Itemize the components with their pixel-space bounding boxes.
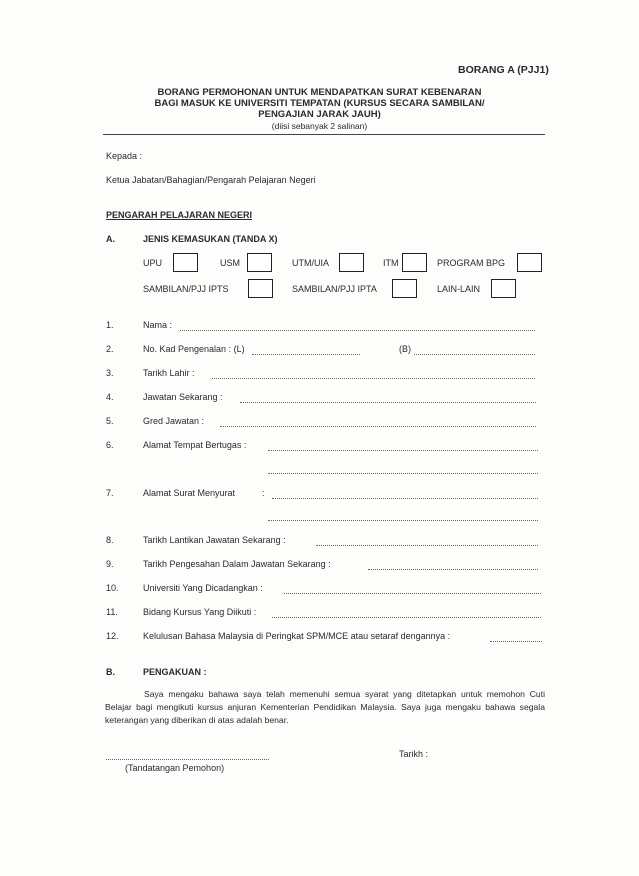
field-number: 5.: [106, 416, 114, 426]
field-number: 4.: [106, 392, 114, 402]
option-label-utm-uia: UTM/UIA: [292, 258, 329, 268]
field-input-tarikh-pengesahan[interactable]: [368, 569, 538, 570]
field-number: 8.: [106, 535, 114, 545]
field-input-tarikh-lantikan[interactable]: [316, 545, 538, 546]
field-input-gred[interactable]: [220, 426, 536, 427]
field-input-alamat-bertugas-1[interactable]: [268, 450, 538, 451]
field-input-ic-old[interactable]: [414, 354, 535, 355]
section-a-title: JENIS KEMASUKAN (TANDA X): [143, 234, 278, 244]
option-label-lain-lain: LAIN-LAIN: [437, 284, 481, 294]
field-input-kelulusan-bm[interactable]: [490, 641, 542, 642]
option-label-sambilan-ipta: SAMBILAN/PJJ IPTA: [292, 284, 377, 294]
signature-label: (Tandatangan Pemohon): [125, 763, 225, 773]
field-label-tarikh-pengesahan: Tarikh Pengesahan Dalam Jawatan Sekarang :: [143, 559, 331, 569]
field-number: 6.: [106, 440, 114, 450]
option-label-sambilan-ipts: SAMBILAN/PJJ IPTS: [143, 284, 229, 294]
checkbox-itm[interactable]: [402, 253, 427, 272]
form-title-line-3: PENGAJIAN JARAK JAUH): [258, 109, 381, 120]
field-label-tarikh-lantikan: Tarikh Lantikan Jawatan Sekarang :: [143, 535, 286, 545]
option-label-usm: USM: [220, 258, 240, 268]
field-label-gred: Gred Jawatan :: [143, 416, 205, 426]
field-input-bidang-kursus[interactable]: [272, 617, 541, 618]
title-divider: [103, 134, 545, 135]
field-label-jawatan: Jawatan Sekarang :: [143, 392, 223, 402]
checkbox-lain-lain[interactable]: [491, 279, 516, 298]
field-input-universiti[interactable]: [284, 593, 541, 594]
field-number: 1.: [106, 320, 114, 330]
field-colon: :: [262, 488, 265, 498]
checkbox-usm[interactable]: [247, 253, 272, 272]
field-number: 10.: [106, 583, 119, 593]
field-input-alamat-surat-1[interactable]: [272, 498, 538, 499]
checkbox-sambilan-ipts[interactable]: [248, 279, 273, 298]
field-label-alamat-bertugas: Alamat Tempat Bertugas :: [143, 440, 247, 450]
field-input-alamat-surat-2[interactable]: [268, 520, 538, 521]
recipient-name: Ketua Jabatan/Bahagian/Pengarah Pelajaran Negeri: [106, 175, 316, 185]
field-label-ic-old: (B): [399, 344, 411, 354]
form-code: BORANG A (PJJ1): [458, 64, 549, 76]
date-label: Tarikh :: [399, 749, 429, 759]
signature-line[interactable]: [106, 759, 269, 760]
field-number: 9.: [106, 559, 114, 569]
field-number: 7.: [106, 488, 114, 498]
checkbox-sambilan-ipta[interactable]: [392, 279, 417, 298]
checkbox-upu[interactable]: [173, 253, 198, 272]
declaration-text: Saya mengaku bahawa saya telah memenuhi semua syarat yang ditetapkan untuk memohon Cuti Belajar bagi mengikuti kursus anjuran Kementerian Pendidikan Malaysia. Saya juga mengaku bahawa segala keterangan yang diberikan di atas adalah benar.: [105, 689, 545, 725]
section-heading: PENGARAH PELAJARAN NEGERI: [106, 210, 253, 220]
checkbox-utm-uia[interactable]: [339, 253, 364, 272]
option-label-program-bpg: PROGRAM BPG: [437, 258, 506, 268]
section-a-letter: A.: [106, 234, 115, 244]
form-title-line-1: BORANG PERMOHONAN UNTUK MENDAPATKAN SURAT KEBENARAN: [157, 87, 482, 98]
field-input-alamat-bertugas-2[interactable]: [268, 473, 538, 474]
field-input-nama[interactable]: [180, 330, 535, 331]
field-input-ic-new[interactable]: [252, 354, 360, 355]
field-input-tarikh-lahir[interactable]: [212, 378, 535, 379]
field-number: 3.: [106, 368, 114, 378]
field-label-universiti: Universiti Yang Dicadangkan :: [143, 583, 263, 593]
field-number: 2.: [106, 344, 114, 354]
field-label-tarikh-lahir: Tarikh Lahir :: [143, 368, 195, 378]
field-number: 12.: [106, 631, 119, 641]
field-input-jawatan[interactable]: [240, 402, 536, 403]
option-label-upu: UPU: [143, 258, 163, 268]
checkbox-program-bpg[interactable]: [517, 253, 542, 272]
recipient-label: Kepada :: [106, 151, 143, 161]
field-label-kelulusan-bm: Kelulusan Bahasa Malaysia di Peringkat SPM/MCE atau setaraf dengannya :: [143, 631, 451, 641]
field-number: 11.: [106, 607, 118, 617]
field-label-ic: No. Kad Pengenalan : (L): [143, 344, 245, 354]
section-b-title: PENGAKUAN :: [143, 667, 207, 677]
field-label-bidang-kursus: Bidang Kursus Yang Diikuti :: [143, 607, 257, 617]
section-b-letter: B.: [106, 667, 115, 677]
option-label-itm: ITM: [383, 258, 399, 268]
copies-note: (diisi sebanyak 2 salinan): [271, 121, 368, 131]
field-label-nama: Nama :: [143, 320, 173, 330]
field-label-alamat-surat: Alamat Surat Menyurat: [143, 488, 236, 498]
form-title-line-2: BAGI MASUK KE UNIVERSITI TEMPATAN (KURSUS SECARA SAMBILAN/: [154, 98, 485, 109]
